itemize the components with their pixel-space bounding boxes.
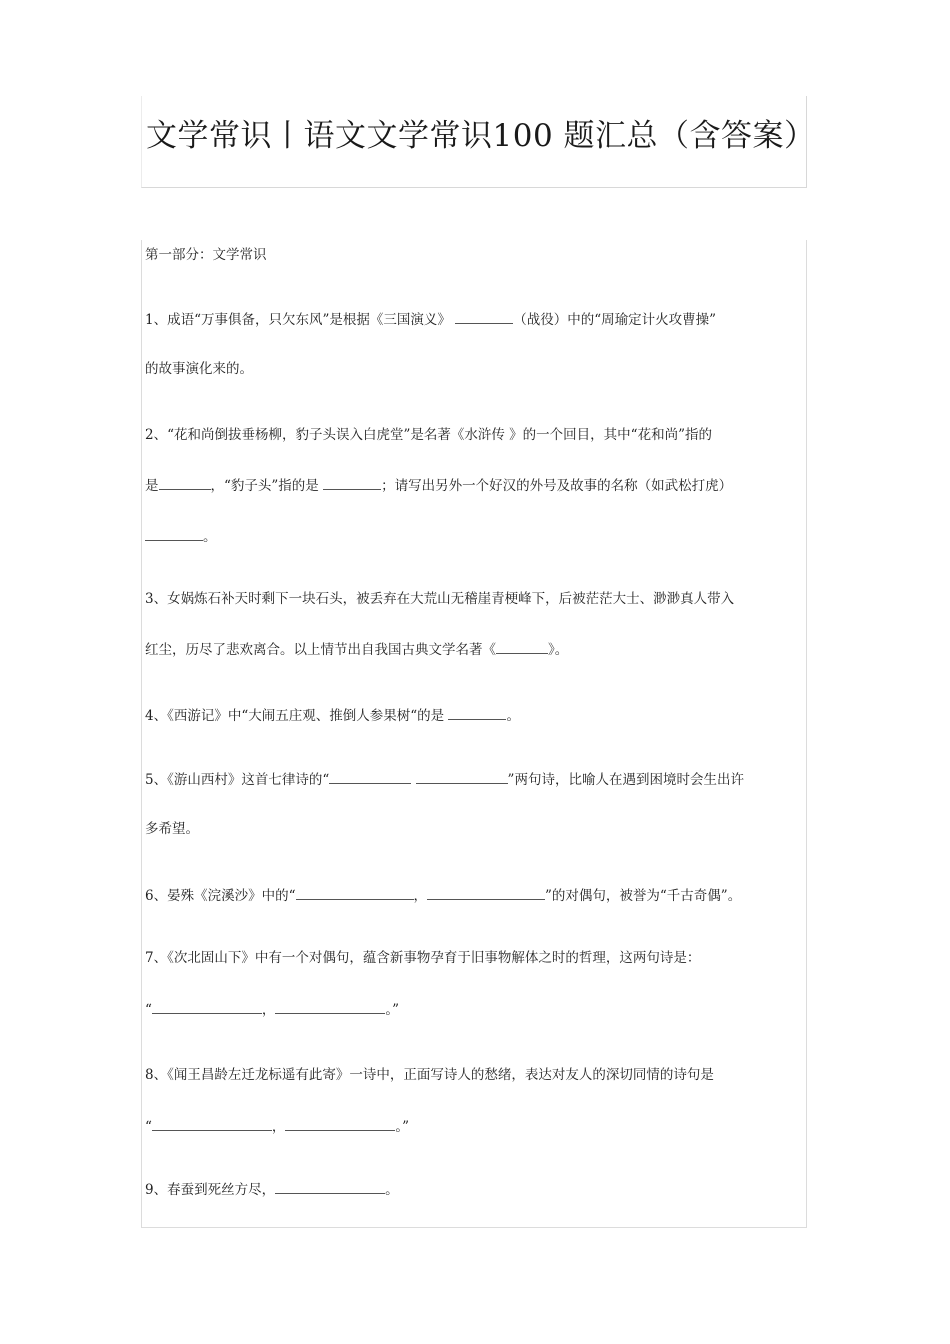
- question-2-line-1: 2、“花和尚倒拔垂杨柳，豹子头误入白虎堂”是名著《水浒传 》的一个回目，其中“花和尚”指的: [145, 427, 712, 443]
- q9-text-a: 9、春蚕到死丝方尽，: [145, 1182, 276, 1198]
- answer-blank: [496, 639, 548, 654]
- q9-text-b: 。: [385, 1182, 399, 1198]
- section-heading: 第一部分：文学常识: [145, 247, 267, 263]
- answer-blank: [145, 526, 203, 541]
- q5-text-a: 5、《游山西村》这首七律诗的“: [145, 772, 330, 788]
- title-box: [141, 96, 816, 188]
- answer-blank: [296, 885, 414, 900]
- answer-blank: [159, 475, 211, 490]
- page-title: 文学常识丨语文文学常识100 题汇总（含答案）: [146, 118, 816, 154]
- question-8-line-2: [145, 1116, 409, 1137]
- q4-text-a: 4、《西游记》中“大闹五庄观、推倒人参果树“的是: [145, 708, 445, 724]
- q1-text-b: （战役）中的“周瑜定计火攻曹操”: [513, 312, 717, 328]
- question-8-line-1: 8、《闻王昌龄左迁龙标遥有此寄》一诗中，正面写诗人的愁绪，表达对友人的深切同情的诗句是: [145, 1067, 714, 1083]
- question-2-line-2: [145, 475, 732, 496]
- question-5-line-1: [145, 769, 744, 790]
- question-1-line-1: [145, 309, 716, 330]
- q1-text-a: 1、成语“万事俱备，只欠东风”是根据《三国演义》: [145, 312, 451, 328]
- answer-blank: [455, 309, 513, 324]
- answer-blank: [448, 705, 506, 720]
- q4-text-b: 。: [506, 708, 520, 724]
- q5-text-b: ”两句诗，比喻人在遇到困境时会生出许: [507, 772, 744, 788]
- question-5-line-2: 多希望。: [145, 821, 199, 837]
- question-2-line-3: [145, 526, 217, 547]
- answer-blank: [323, 475, 381, 490]
- q6-text-c: ”的对偶句，被誉为“千古奇偶”。: [545, 888, 742, 904]
- document-body: [141, 240, 807, 1228]
- q2-text-c: 。: [203, 529, 217, 545]
- q8-text-b3: 。”: [395, 1119, 410, 1135]
- question-9-line-1: [145, 1179, 399, 1200]
- question-7-line-1: 7、《次北固山下》中有一个对偶句，蕴含新事物孕育于旧事物解体之时的哲理，这两句诗是：: [145, 950, 701, 966]
- question-1-line-2: 的故事演化来的。: [145, 361, 253, 377]
- q2-text-b1: 是: [145, 478, 159, 494]
- question-3-line-2: [145, 639, 568, 660]
- answer-blank: [152, 1116, 272, 1131]
- q8-text-b1: “: [145, 1119, 152, 1135]
- answer-blank: [427, 885, 545, 900]
- question-3-line-1: 3、女娲炼石补天时剩下一块石头，被丢弃在大荒山无稽崖青梗峰下，后被茫茫大士、渺渺真人带入: [145, 591, 735, 607]
- q6-text-a: 6、晏殊《浣溪沙》中的“: [145, 888, 296, 904]
- answer-blank: [275, 1179, 385, 1194]
- q8-text-b2: ，: [271, 1119, 286, 1135]
- answer-blank: [416, 769, 508, 784]
- q7-text-b1: “: [145, 1002, 152, 1018]
- q7-text-b3: 。”: [385, 1002, 400, 1018]
- question-6-line-1: [145, 885, 741, 906]
- q7-text-b2: ，: [261, 1002, 276, 1018]
- q2-text-b3: ；请写出另外一个好汉的外号及故事的名称（如武松打虎）: [381, 478, 733, 494]
- q6-text-b: ，: [413, 888, 427, 904]
- answer-blank: [152, 999, 262, 1014]
- answer-blank: [275, 999, 385, 1014]
- answer-blank: [285, 1116, 395, 1131]
- question-4-line-1: [145, 705, 520, 726]
- q3-text-b1: 红尘，历尽了悲欢离合。以上情节出自我国古典文学名著《: [145, 642, 496, 658]
- q3-text-b2: 》。: [548, 642, 569, 658]
- q2-text-b2: ，“豹子头”指的是: [210, 478, 319, 494]
- answer-blank: [329, 769, 411, 784]
- question-7-line-2: [145, 999, 399, 1020]
